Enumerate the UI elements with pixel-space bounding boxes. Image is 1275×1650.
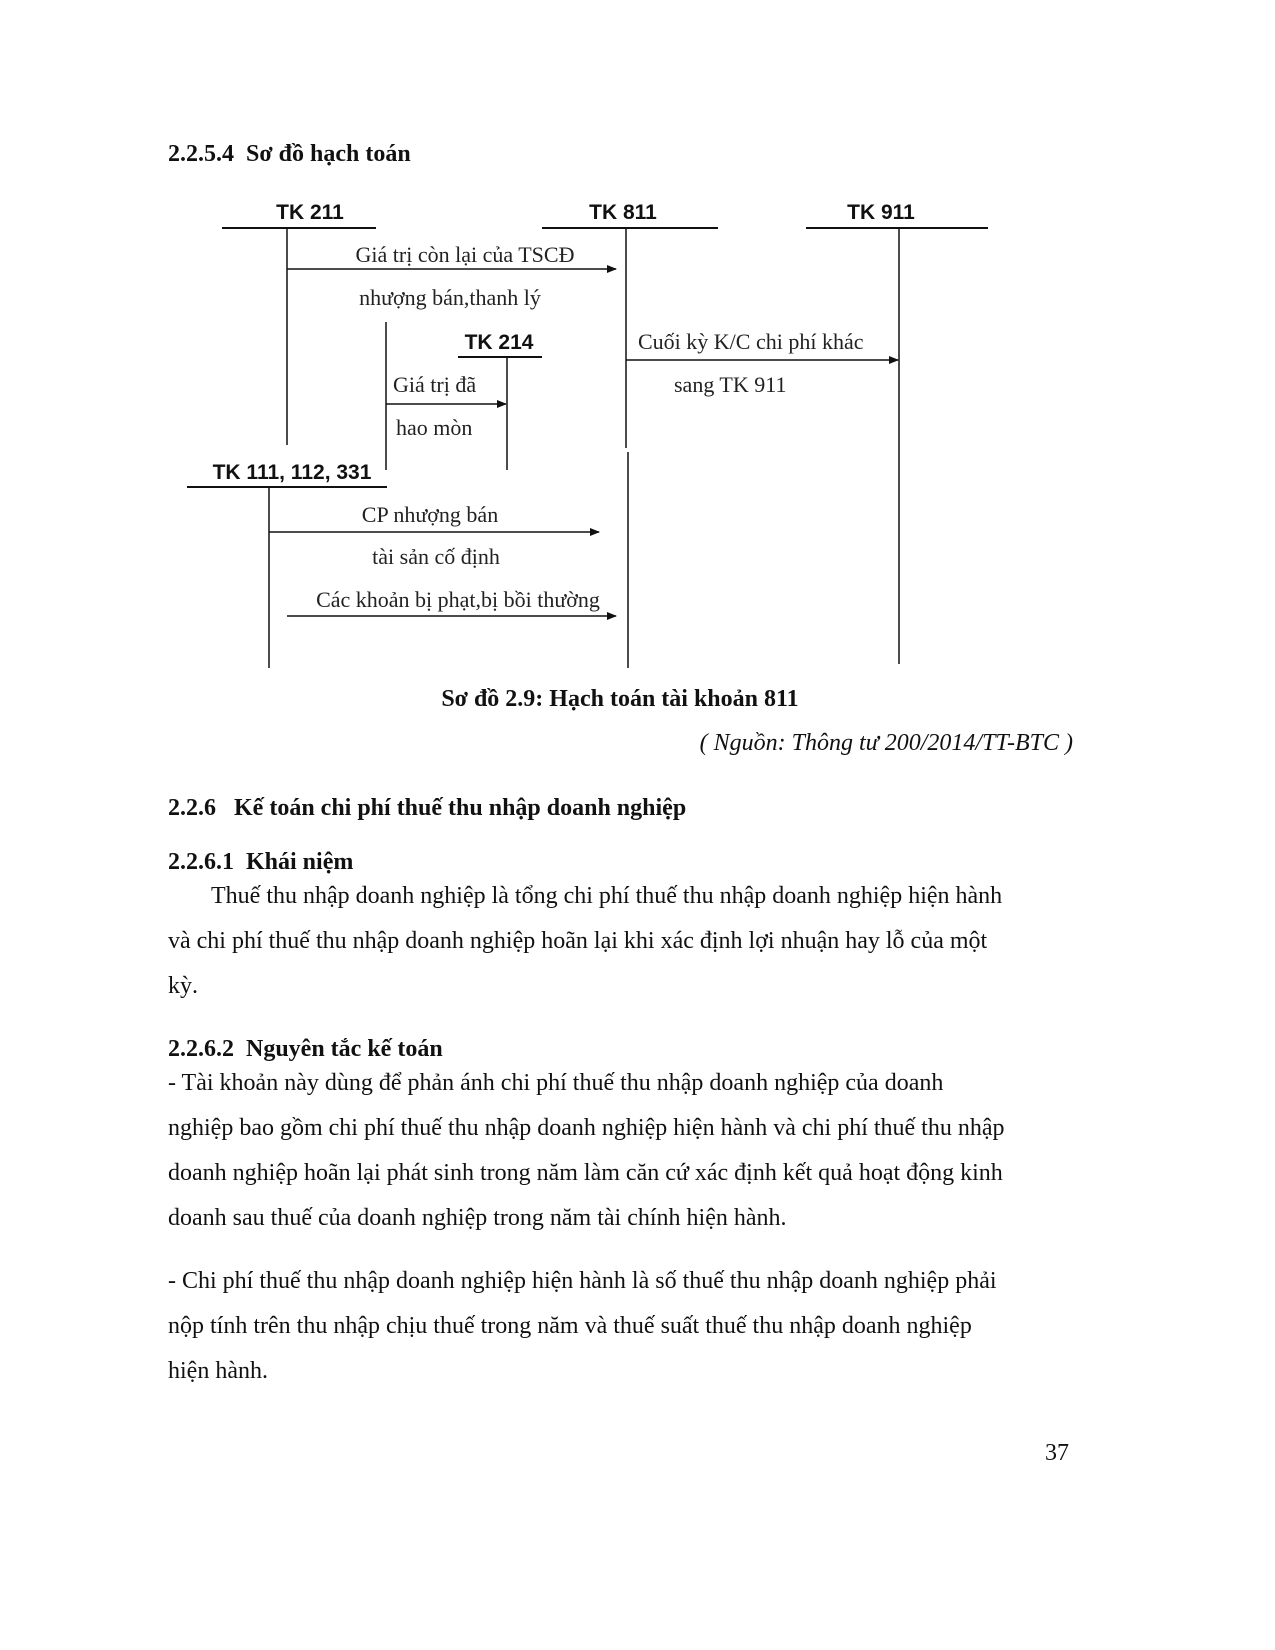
tk214-label: TK 214	[464, 331, 534, 354]
paragraph-line: doanh nghiệp hoãn lại phát sinh trong năm làm căn cứ xác định kết quả hoạt động kinh	[168, 1160, 1003, 1186]
cp-sale-label-1: CP nhượng bán	[361, 502, 499, 527]
section-heading-2-2-6-2	[168, 1036, 443, 1063]
section-number: 2.2.6	[168, 795, 216, 821]
paragraph-line: hiện hành.	[168, 1358, 268, 1384]
tk911-label: TK 911	[847, 201, 915, 224]
principle-paragraph-1	[168, 1061, 1073, 1241]
concept-paragraph	[168, 874, 1073, 1009]
cp-sale-label-2: tài sản cố định	[372, 544, 500, 569]
depreciated-label-2: hao mòn	[396, 415, 473, 440]
section-number: 2.2.6.2	[168, 1036, 234, 1062]
paragraph-line: Thuế thu nhập doanh nghiệp là tổng chi phí thuế thu nhập doanh nghiệp hiện hành	[211, 883, 1003, 909]
period-end-label-1: Cuối kỳ K/C chi phí khác	[638, 329, 864, 354]
penalties-label: Các khoản bị phạt,bị bồi thường	[316, 587, 600, 612]
period-end-label-2: sang TK 911	[674, 372, 787, 397]
page-number: 37	[1045, 1440, 1069, 1466]
section-heading-2-2-6	[168, 795, 686, 822]
section-title: Sơ đồ hạch toán	[246, 141, 411, 167]
paragraph-line: và chi phí thuế thu nhập doanh nghiệp hoãn lại khi xác định lợi nhuận hay lỗ của một	[168, 928, 988, 954]
tk811-label: TK 811	[589, 201, 657, 224]
section-number: 2.2.6.1	[168, 849, 234, 875]
diagram-source: ( Nguồn: Thông tư 200/2014/TT-BTC )	[699, 730, 1073, 756]
t-account-diagram	[0, 0, 1275, 720]
section-title: Kế toán chi phí thuế thu nhập doanh nghiệp	[234, 795, 687, 821]
section-number: 2.2.5.4	[168, 141, 234, 167]
paragraph-line: nghiệp bao gồm chi phí thuế thu nhập doanh nghiệp hiện hành và chi phí thuế thu nhập	[168, 1115, 1005, 1141]
tk211-label: TK 211	[276, 201, 344, 224]
paragraph-line: nộp tính trên thu nhập chịu thuế trong năm và thuế suất thuế thu nhập doanh nghiệp	[168, 1313, 972, 1339]
section-title: Nguyên tắc kế toán	[246, 1036, 443, 1062]
paragraph-line: doanh sau thuế của doanh nghiệp trong năm tài chính hiện hành.	[168, 1205, 787, 1231]
tk111-label: TK 111, 112, 331	[212, 461, 372, 484]
depreciated-label-1: Giá trị đã	[393, 372, 477, 397]
paragraph-line: - Chi phí thuế thu nhập doanh nghiệp hiện hành là số thuế thu nhập doanh nghiệp phải	[168, 1268, 997, 1294]
remaining-value-label-1: Giá trị còn lại của TSCĐ	[355, 242, 575, 267]
paragraph-line: - Tài khoản này dùng để phản ánh chi phí thuế thu nhập doanh nghiệp của doanh	[168, 1070, 944, 1096]
section-title: Khái niệm	[246, 849, 354, 875]
remaining-value-label-2: nhượng bán,thanh lý	[359, 285, 541, 310]
paragraph-line: kỳ.	[168, 973, 198, 999]
diagram-caption: Sơ đồ 2.9: Hạch toán tài khoản 811	[441, 686, 799, 712]
section-heading-2-2-6-1	[168, 849, 353, 876]
principle-paragraph-2	[168, 1259, 1073, 1394]
